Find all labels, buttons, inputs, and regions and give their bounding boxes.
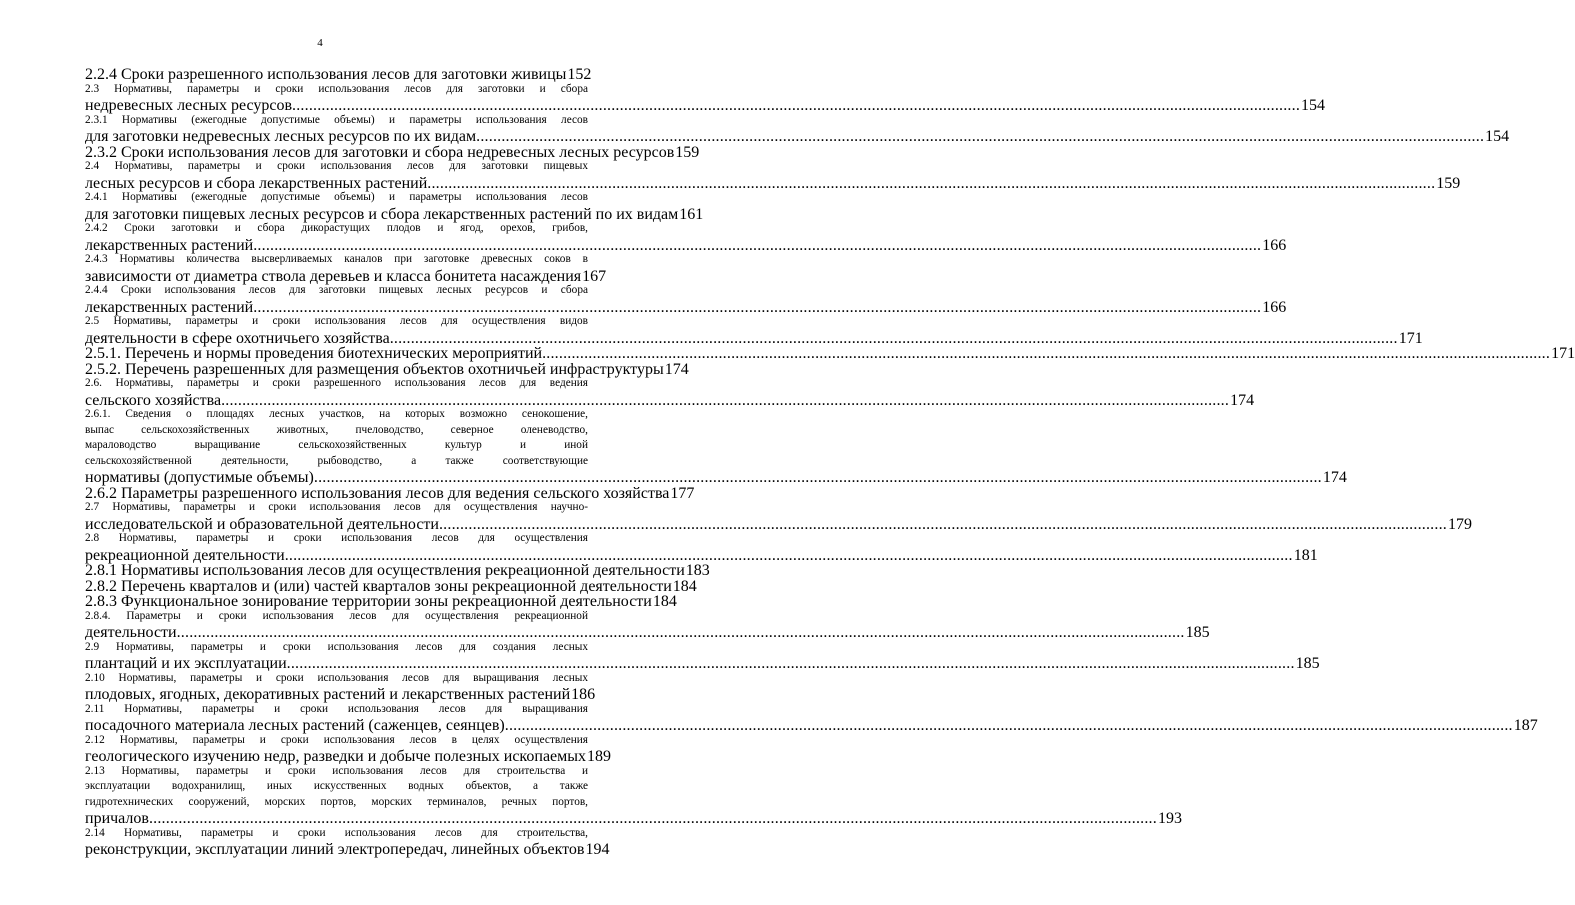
toc-entry[interactable] [85,733,612,765]
toc-entry-text: 2.7 Нормативы, параметры и сроки использования лесов для осуществления научно- [85,501,588,513]
toc-entry-text: 2.8.4. Параметры и сроки использования лесов для осуществления рекреационной [85,609,588,622]
toc-page-number: 187 [1513,717,1538,734]
toc-entry[interactable] [85,609,1210,641]
toc-entry[interactable] [85,283,1287,316]
toc-entry-text: 2.2.4 Сроки разрешенного использования лесов для заготовки живицы [85,66,567,83]
toc-entry-text: для заготовки пищевых лесных ресурсов и сбора лекарственных растений по их видам [85,205,679,223]
toc-page-number: 166 [1262,298,1287,316]
toc-entry-text: 2.6.1. Сведения о площадях лесных участков, на которых возможно сенокошение, [85,408,588,420]
toc-page-number: 159 [675,143,700,161]
toc-page-number: 185 [1295,655,1320,672]
toc-entry-text: 2.12 Нормативы, параметры и сроки использования лесов в целях осуществления [85,733,588,746]
toc-entry-text: выпас сельскохозяйственных животных, пчеловодство, северное оленеводство, [85,423,588,436]
toc-page-number: 184 [652,593,677,610]
toc-entry-text: сельского хозяйства [85,391,222,409]
toc-page-number: 174 [1230,391,1255,409]
toc-entry[interactable] [85,345,1575,362]
dot-leader [542,345,1550,363]
toc-entry-text: геологического изучению недр, разведки и добыче полезных ископаемых [85,748,587,765]
toc-entry[interactable] [85,562,710,579]
toc-entry[interactable] [85,143,700,161]
toc-entry[interactable] [85,190,704,223]
toc-page-number: 152 [567,66,592,83]
toc-entry[interactable] [85,159,1461,192]
toc-page-number: 154 [1301,97,1326,114]
toc-entry-text: 2.8.2 Перечень кварталов и (или) частей кварталов зоны рекреационной деятельности [85,577,672,595]
toc-entry-text: 2.13 Нормативы, параметры и сроки использования лесов для строительства и [85,764,588,777]
toc-page-number: 159 [1436,174,1461,192]
toc-page-number: 167 [582,267,607,285]
toc-entry-text: 2.4.4 Сроки использования лесов для заготовки пищевых лесных ресурсов и сбора [85,284,588,296]
toc-entry-text: зависимости от диаметра ствола деревьев и класса бонитета насаждения [85,267,582,285]
toc-page-number: 174 [664,360,689,378]
toc-entry[interactable] [85,113,1510,145]
toc-entry-text: 2.3 Нормативы, параметры и сроки использования лесов для заготовки и сбора [85,82,588,95]
toc-entry-text: 2.4.1 Нормативы (ежегодные допустимые объемы) и параметры использования лесов [85,191,588,203]
toc-entry-text: 2.10 Нормативы, параметры и сроки использования лесов для выращивания лесных [85,671,588,684]
toc-page-number: 193 [1157,810,1182,827]
toc-entry[interactable] [85,500,1472,533]
toc-page-number: 171 [1551,345,1575,362]
toc-entry[interactable] [85,66,592,83]
toc-entry[interactable] [85,593,677,610]
toc-entry[interactable] [85,252,607,285]
toc-entry[interactable] [85,407,1347,486]
toc-entry-text: 2.8 Нормативы, параметры и сроки использования лесов для осуществления [85,532,588,544]
toc-entry-text: посадочного материала лесных растений (саженцев, сеянцев) [85,717,505,734]
toc-entry-text: 2.5.2. Перечень разрешенных для размещения объектов охотничьей инфраструктуры [85,360,664,378]
toc-page-number: 181 [1293,546,1318,564]
toc-entry[interactable] [85,531,1318,564]
dot-leader [439,516,1447,534]
toc-page-number: 174 [1322,469,1347,486]
toc-entry[interactable] [85,577,697,595]
toc-entry[interactable] [85,314,1423,347]
toc-entry[interactable] [85,640,1320,672]
toc-entry-text: причалов [85,810,149,827]
toc-entry-text: плантаций и их эксплуатации [85,655,287,672]
toc-entry-text: деятельности [85,624,177,641]
toc-page-number: 185 [1185,624,1210,641]
toc-entry-text: лекарственных растений [85,236,254,254]
toc-page-number: 189 [587,748,612,765]
toc-entry-text: 2.6.2 Параметры разрешенного использования лесов для ведения сельского хозяйства [85,484,670,502]
toc-entry-text: 2.6. Нормативы, параметры и сроки разрешенного использования лесов для ведения [85,377,588,389]
dot-leader [505,717,1513,735]
toc-page-number: 177 [670,484,695,502]
toc-entry-text: 2.4.2 Сроки заготовки и сбора дикорастущих плодов и ягод, орехов, грибов, [85,222,588,234]
toc-entry-text: 2.4 Нормативы, параметры и сроки использования лесов для заготовки пищевых [85,160,588,172]
toc-entry-text: 2.5.1. Перечень и нормы проведения биотехнических мероприятий [85,345,543,362]
toc-entry-text: гидротехнических сооружений, морских портов, морских терминалов, речных портов, [85,795,588,808]
toc-page-number: 171 [1398,329,1423,347]
toc-entry-text: сельскохозяйственной деятельности, рыбоводство, а также соответствующие [85,454,588,467]
table-of-contents [85,66,1575,858]
toc-entry-text: лекарственных растений [85,298,254,316]
toc-entry-text: 2.3.1 Нормативы (ежегодные допустимые объемы) и параметры использования лесов [85,113,588,126]
page-number: 4 [317,37,323,49]
toc-page-number: 154 [1485,128,1510,145]
toc-entry-text: эксплуатации водохранилищ, иных искусственных водных объектов, а также [85,780,588,792]
toc-entry-text: 2.8.1 Нормативы использования лесов для осуществления рекреационной деятельности [85,562,685,579]
toc-entry-text: деятельности в сфере охотничьего хозяйства [85,329,390,347]
toc-entry-text: мараловодство выращивание сельскохозяйственных культур и иной [85,439,588,451]
toc-entry[interactable] [85,671,596,703]
toc-entry-text: исследовательской и образовательной деятельности [85,515,439,533]
toc-entry[interactable] [85,221,1287,254]
toc-entry[interactable] [85,82,1326,114]
toc-entry[interactable] [85,826,610,858]
toc-entry-text: 2.9 Нормативы, параметры и сроки использования лесов для создания лесных [85,640,588,653]
toc-page-number: 186 [571,686,596,703]
toc-page-number: 184 [672,577,697,595]
toc-entry-text: 2.11 Нормативы, параметры и сроки использования лесов для выращивания [85,702,588,715]
toc-entry[interactable] [85,360,689,378]
toc-page-number: 183 [685,562,710,579]
toc-entry-text: реконструкции, эксплуатации линий электропередач, линейных объектов [85,841,585,858]
toc-page-number: 166 [1262,236,1287,254]
toc-entry-text: 2.8.3 Функциональное зонирование территории зоны рекреационной деятельности [85,593,652,610]
toc-entry-text: недревесных лесных ресурсов [85,97,293,114]
toc-entry[interactable] [85,764,1182,827]
toc-page-number: 161 [679,205,704,223]
toc-entry-text: для заготовки недревесных лесных ресурсов по их видам [85,128,477,145]
toc-entry-text: плодовых, ягодных, декоративных растений и лекарственных растений [85,686,571,703]
toc-entry[interactable] [85,376,1255,409]
toc-entry-text: 2.14 Нормативы, параметры и сроки использования лесов для строительства, [85,826,588,839]
toc-entry-text: рекреационной деятельности [85,546,285,564]
toc-entry-text: 2.5 Нормативы, параметры и сроки использования лесов для осуществления видов [85,315,588,327]
toc-entry-text: 2.3.2 Сроки использования лесов для заготовки и сбора недревесных лесных ресурсов [85,143,675,161]
toc-entry-text: нормативы (допустимые объемы) [85,469,314,486]
toc-entry-text: 2.4.3 Нормативы количества высверливаемых каналов при заготовке древесных соков в [85,253,588,265]
toc-entry[interactable] [85,484,695,502]
toc-page-number: 179 [1447,515,1472,533]
toc-page-number: 194 [585,841,610,858]
toc-entry[interactable] [85,702,1538,734]
toc-entry-text: лесных ресурсов и сбора лекарственных растений [85,174,428,192]
